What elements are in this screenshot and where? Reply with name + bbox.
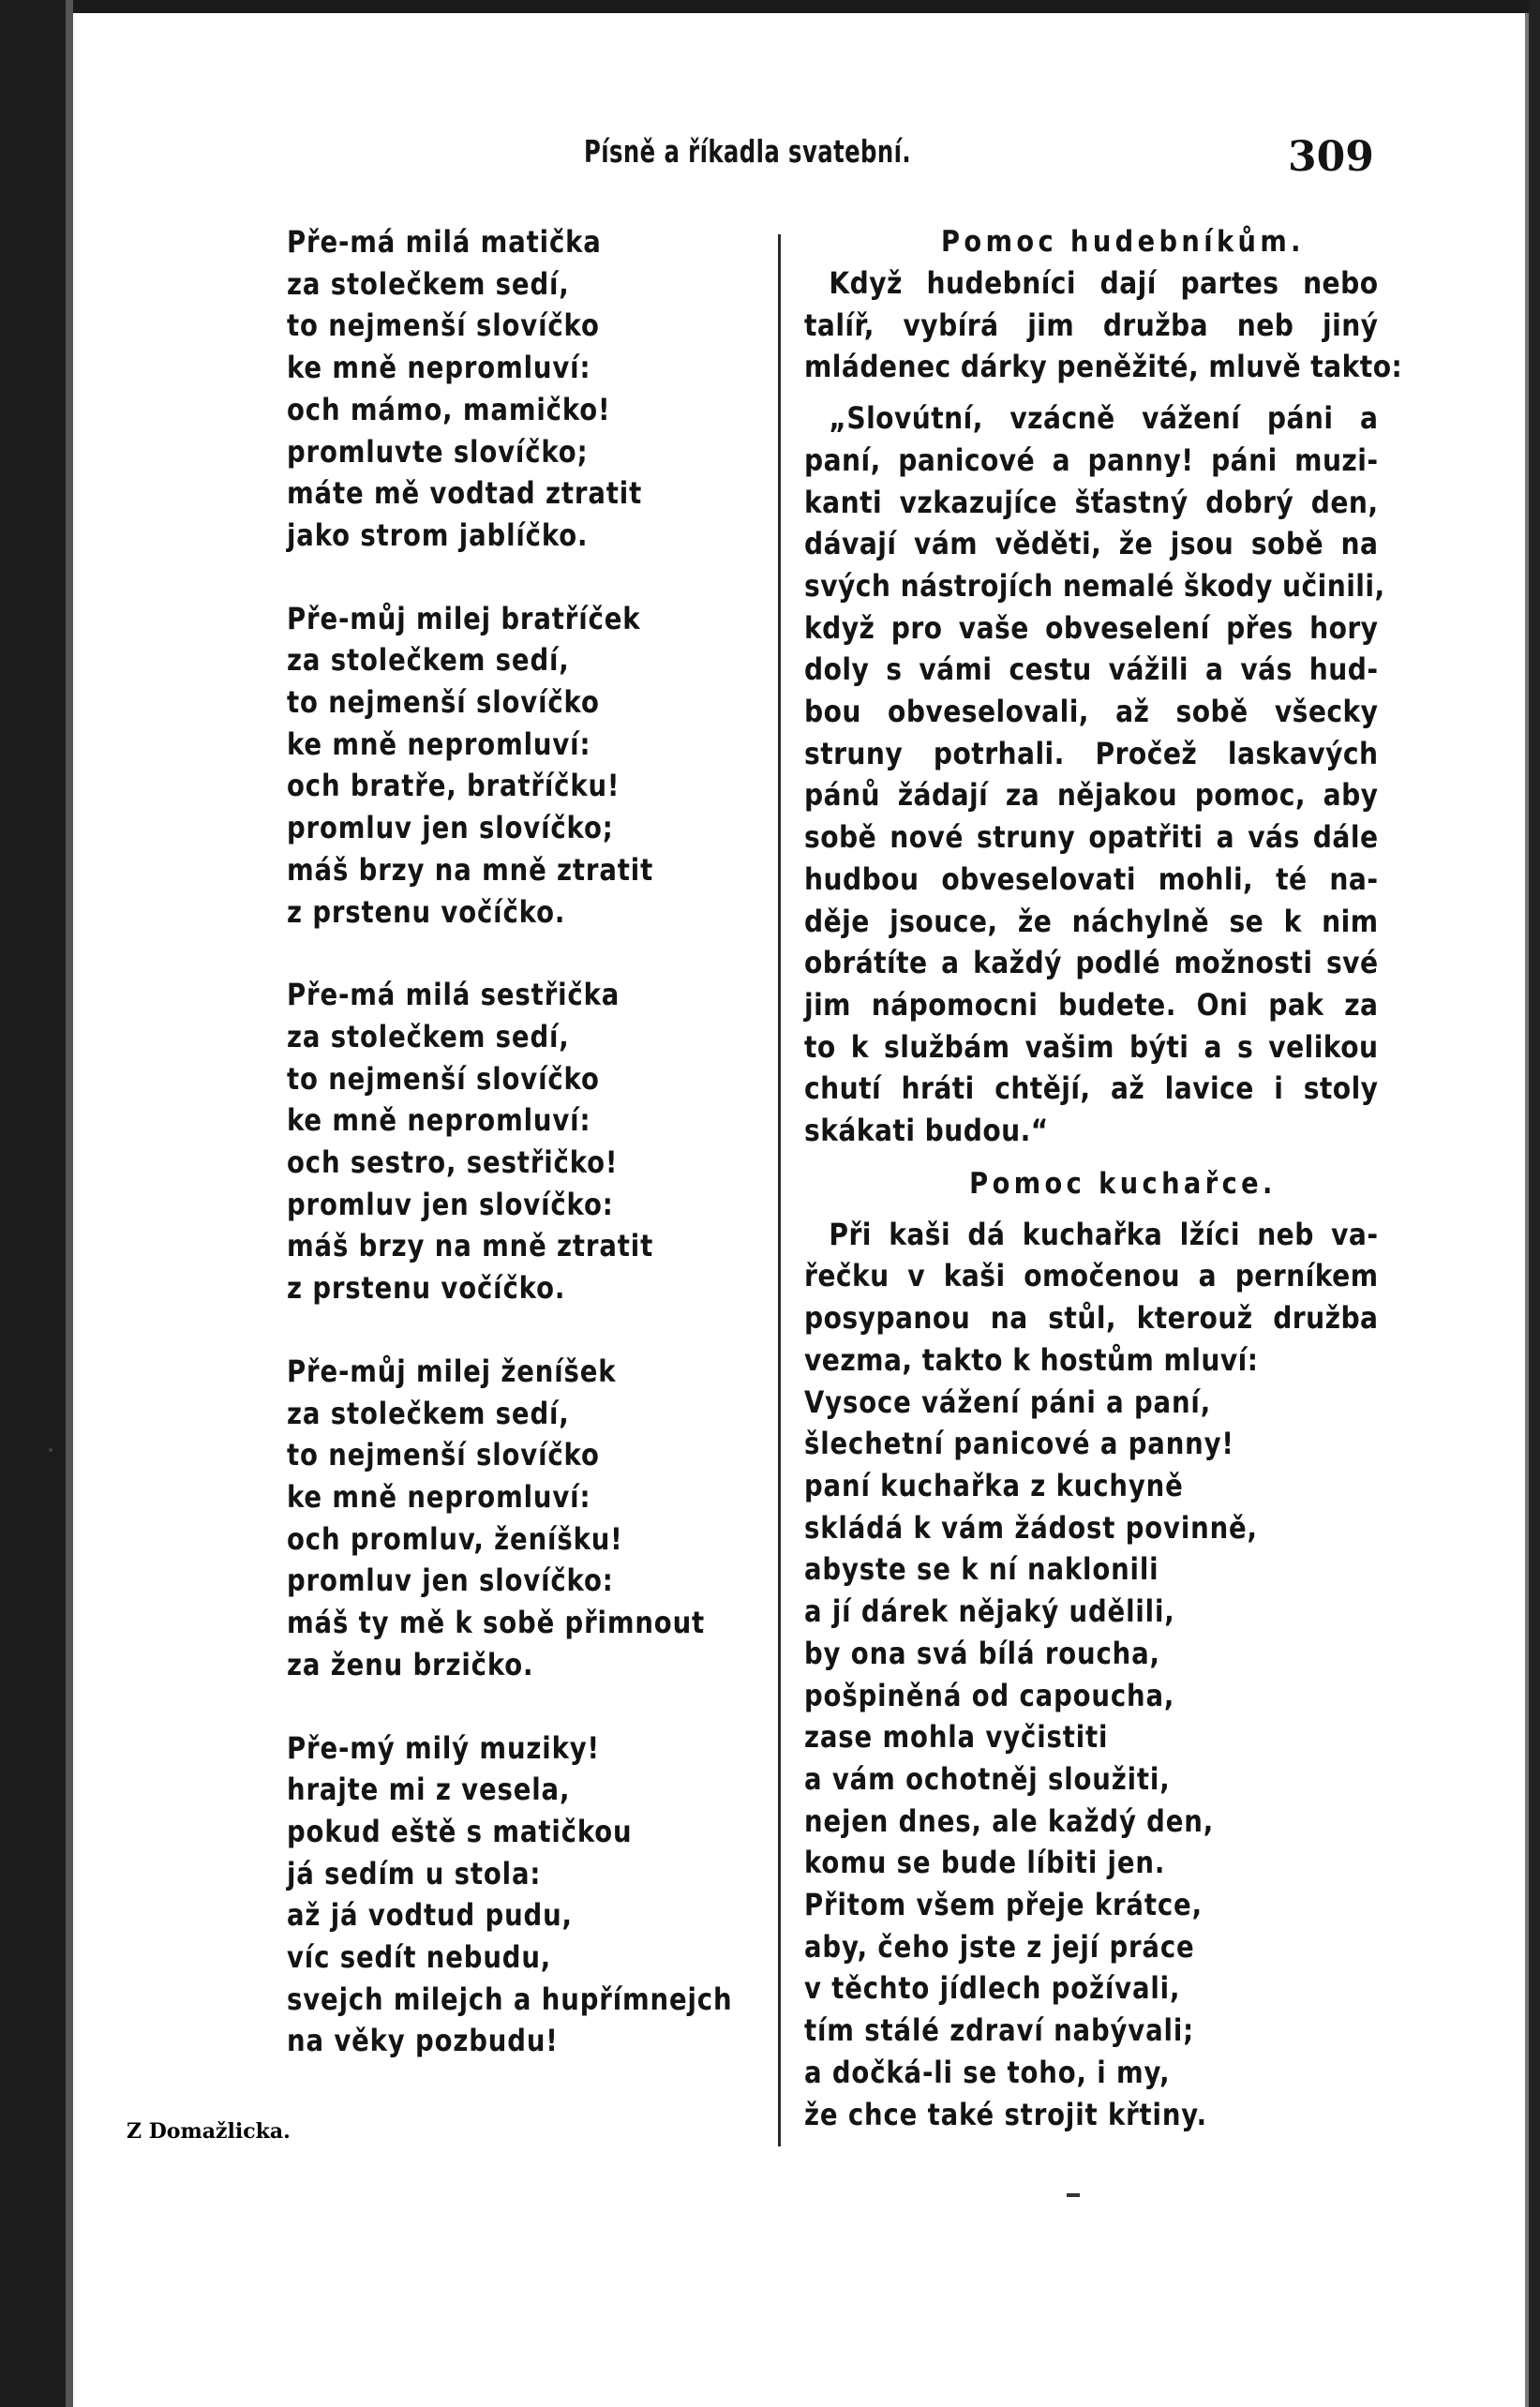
verse-line: Pře-mý milý muziky! [287, 1729, 600, 1766]
verse-line: ke mně nepromluví: [287, 350, 591, 386]
verse-line: na věky pozbudu! [287, 2023, 559, 2059]
verse-line: komu se bude líbiti jen. [804, 1845, 1166, 1881]
section-intro-cook [804, 1214, 1442, 1382]
verse-line: a vám ochotněj sloužiti, [804, 1760, 1171, 1797]
verse-line: to nejmenší slovíčko [287, 1437, 600, 1473]
verse-line: za stolečkem sedí, [287, 1018, 570, 1054]
stanza-3 [287, 974, 849, 1309]
verse-line: och sestro, sestřičko! [287, 1144, 619, 1181]
scan-speck [49, 1448, 52, 1452]
verse-line: ke mně nepromluví: [287, 1478, 591, 1515]
verse-line: z prstenu vočíčko. [287, 1270, 566, 1307]
prose-line: vezma, takto k hostům mluví: [804, 1341, 1259, 1378]
prose-line: svých nástrojích nemalé škody učinili, [804, 567, 1385, 604]
prose-line: bou obveselovali, až sobě všecky [804, 694, 1379, 730]
verse-line: pokud eště s matičkou [287, 1813, 633, 1849]
verse-line: víc sedít nebudu, [287, 1939, 552, 1976]
verse-line: máš brzy na mně ztratit [287, 851, 654, 888]
prose-line: talíř, vybírá jim družba neb jiný [804, 306, 1379, 343]
verse-line: za stolečkem sedí, [287, 265, 570, 302]
left-column [287, 221, 849, 2103]
verse-line: Pře-má milá sestřička [287, 977, 620, 1013]
verse-line: ke mně nepromluví: [287, 725, 591, 762]
verse-line: och promluv, ženíšku! [287, 1520, 623, 1557]
verse-line: já sedím u stola: [287, 1855, 542, 1891]
verse-line: abyste se k ní naklonili [804, 1551, 1159, 1588]
prose-line: chutí hráti chtějí, až lavice i stoly [804, 1070, 1379, 1107]
right-column [804, 221, 1442, 2135]
prose-line: skákati budou.“ [804, 1113, 1049, 1149]
prose-line: dávají vám věděti, že jsou sobě na [804, 526, 1379, 562]
prose-line: obrátíte a každý podlé možnosti své [804, 945, 1379, 981]
book-page [73, 13, 1514, 2407]
place-note: Z Domažlicka. [127, 2119, 291, 2144]
verse-line: že chce také strojit křtiny. [804, 2096, 1207, 2132]
verse-line: promluvte slovíčko; [287, 433, 589, 470]
scan-border-left-edge [66, 0, 73, 2407]
verse-line: promluv jen slovíčko: [287, 1186, 614, 1222]
prose-line: pánů žádají za nějakou pomoc, aby [804, 777, 1379, 814]
scan-border-left [0, 0, 66, 2407]
verse-line: za stolečkem sedí, [287, 642, 570, 679]
verse-line: nejen dnes, ale každý den, [804, 1802, 1215, 1839]
verse-line: aby, čeho jste z její práce [804, 1928, 1195, 1965]
section-verse-cook [804, 1382, 1442, 2136]
verse-line: a jí dárek nějaký udělili, [804, 1593, 1175, 1630]
verse-line: to nejmenší slovíčko [287, 684, 600, 721]
verse-line: by ona svá bílá roucha, [804, 1635, 1160, 1671]
section-title-musicians: Pomoc hudebníkům. [941, 225, 1305, 259]
prose-line: struny potrhali. Pročež laskavých [804, 735, 1379, 771]
verse-line: za ženu brzičko. [287, 1646, 534, 1682]
verse-line: Pře-má milá matička [287, 224, 602, 260]
section-intro-musicians [804, 262, 1442, 388]
verse-line: to nejmenší slovíčko [287, 307, 600, 344]
verse-line: Pře-můj milej ženíšek [287, 1353, 617, 1389]
verse-line: Pře-můj milej bratříček [287, 600, 641, 636]
verse-line: paní kuchařka z kuchyně [804, 1467, 1184, 1503]
prose-line: Při kaši dá kuchařka lžíci neb va- [829, 1216, 1379, 1252]
verse-line: och bratře, bratříčku! [287, 768, 620, 804]
prose-line: děje jsouce, že náchylně se k nim [804, 903, 1379, 939]
prose-line: posypanou na stůl, kterouž družba [804, 1300, 1379, 1337]
prose-line: to k službám vašim býti a s velikou [804, 1028, 1379, 1065]
scan-border-right [1529, 0, 1540, 2407]
verse-line: to nejmenší slovíčko [287, 1060, 600, 1097]
prose-line: „Slovútní, vzácně vážení páni a [829, 400, 1379, 437]
prose-line: když pro vaše obveselení přes hory [804, 609, 1379, 646]
verse-line: tím stálé zdraví nabývali; [804, 2012, 1194, 2049]
stanza-1 [287, 221, 849, 557]
stanza-5 [287, 1727, 849, 2063]
verse-line: hrajte mi z vesela, [287, 1772, 571, 1808]
verse-line: Přitom všem přeje krátce, [804, 1887, 1203, 1923]
verse-line: pošpiněná od capoucha, [804, 1677, 1175, 1713]
verse-line: z prstenu vočíčko. [287, 893, 566, 930]
running-title: Písně a říkadla svatební. [584, 133, 912, 170]
section-title-cook: Pomoc kuchařce. [969, 1166, 1277, 1201]
scan-border-top [0, 0, 1540, 13]
verse-line: och mámo, mamičko! [287, 391, 611, 427]
verse-line: ke mně nepromluví: [287, 1102, 591, 1139]
verse-line: šlechetní panicové a panny! [804, 1426, 1234, 1462]
verse-line: jako strom jablíčko. [287, 516, 589, 553]
verse-line: máš brzy na mně ztratit [287, 1228, 654, 1264]
verse-line: promluv jen slovíčko; [287, 810, 614, 846]
decorative-dash [1067, 2193, 1080, 2197]
prose-line: Když hudebníci dají partes nebo [829, 265, 1379, 301]
stanza-2 [287, 598, 849, 934]
verse-line: v těchto jídlech požívali, [804, 1970, 1181, 2007]
verse-line: za stolečkem sedí, [287, 1395, 570, 1431]
stanza-4 [287, 1351, 849, 1686]
verse-line: zase mohla vyčistiti [804, 1719, 1109, 1756]
verse-line: promluv jen slovíčko: [287, 1562, 614, 1599]
scan-border-right-edge [1525, 13, 1529, 2407]
verse-line: a dočká-li se toho, i my, [804, 2054, 1171, 2090]
prose-line: hudbou obveselovati mohli, té na- [804, 860, 1379, 897]
verse-line: máte mě vodtad ztratit [287, 475, 643, 512]
prose-line: paní, panicové a panny! páni muzi- [804, 441, 1379, 478]
verse-line: máš ty mě k sobě přimnout [287, 1605, 706, 1641]
verse-line: Vysoce vážení páni a paní, [804, 1383, 1212, 1420]
prose-line: řečku v kaši omočenou a perníkem [804, 1258, 1379, 1294]
section-speech-musicians [804, 397, 1442, 1152]
prose-line: sobě nové struny opatřiti a vás dále [804, 819, 1379, 856]
page-number: 309 [1288, 133, 1374, 181]
prose-line: mládenec dárky peněžité, mluvě takto: [804, 349, 1403, 385]
prose-line: jim nápomocni budete. Oni pak za [804, 986, 1379, 1023]
prose-line: kanti vzkazujíce šťastný dobrý den, [804, 484, 1379, 520]
verse-line: svejch milejch a hupřímnejch [287, 1981, 733, 2017]
prose-line: doly s vámi cestu vážili a vás hud- [804, 651, 1379, 688]
verse-line: skládá k vám žádost povinně, [804, 1509, 1258, 1546]
verse-line: až já vodtud pudu, [287, 1897, 573, 1934]
